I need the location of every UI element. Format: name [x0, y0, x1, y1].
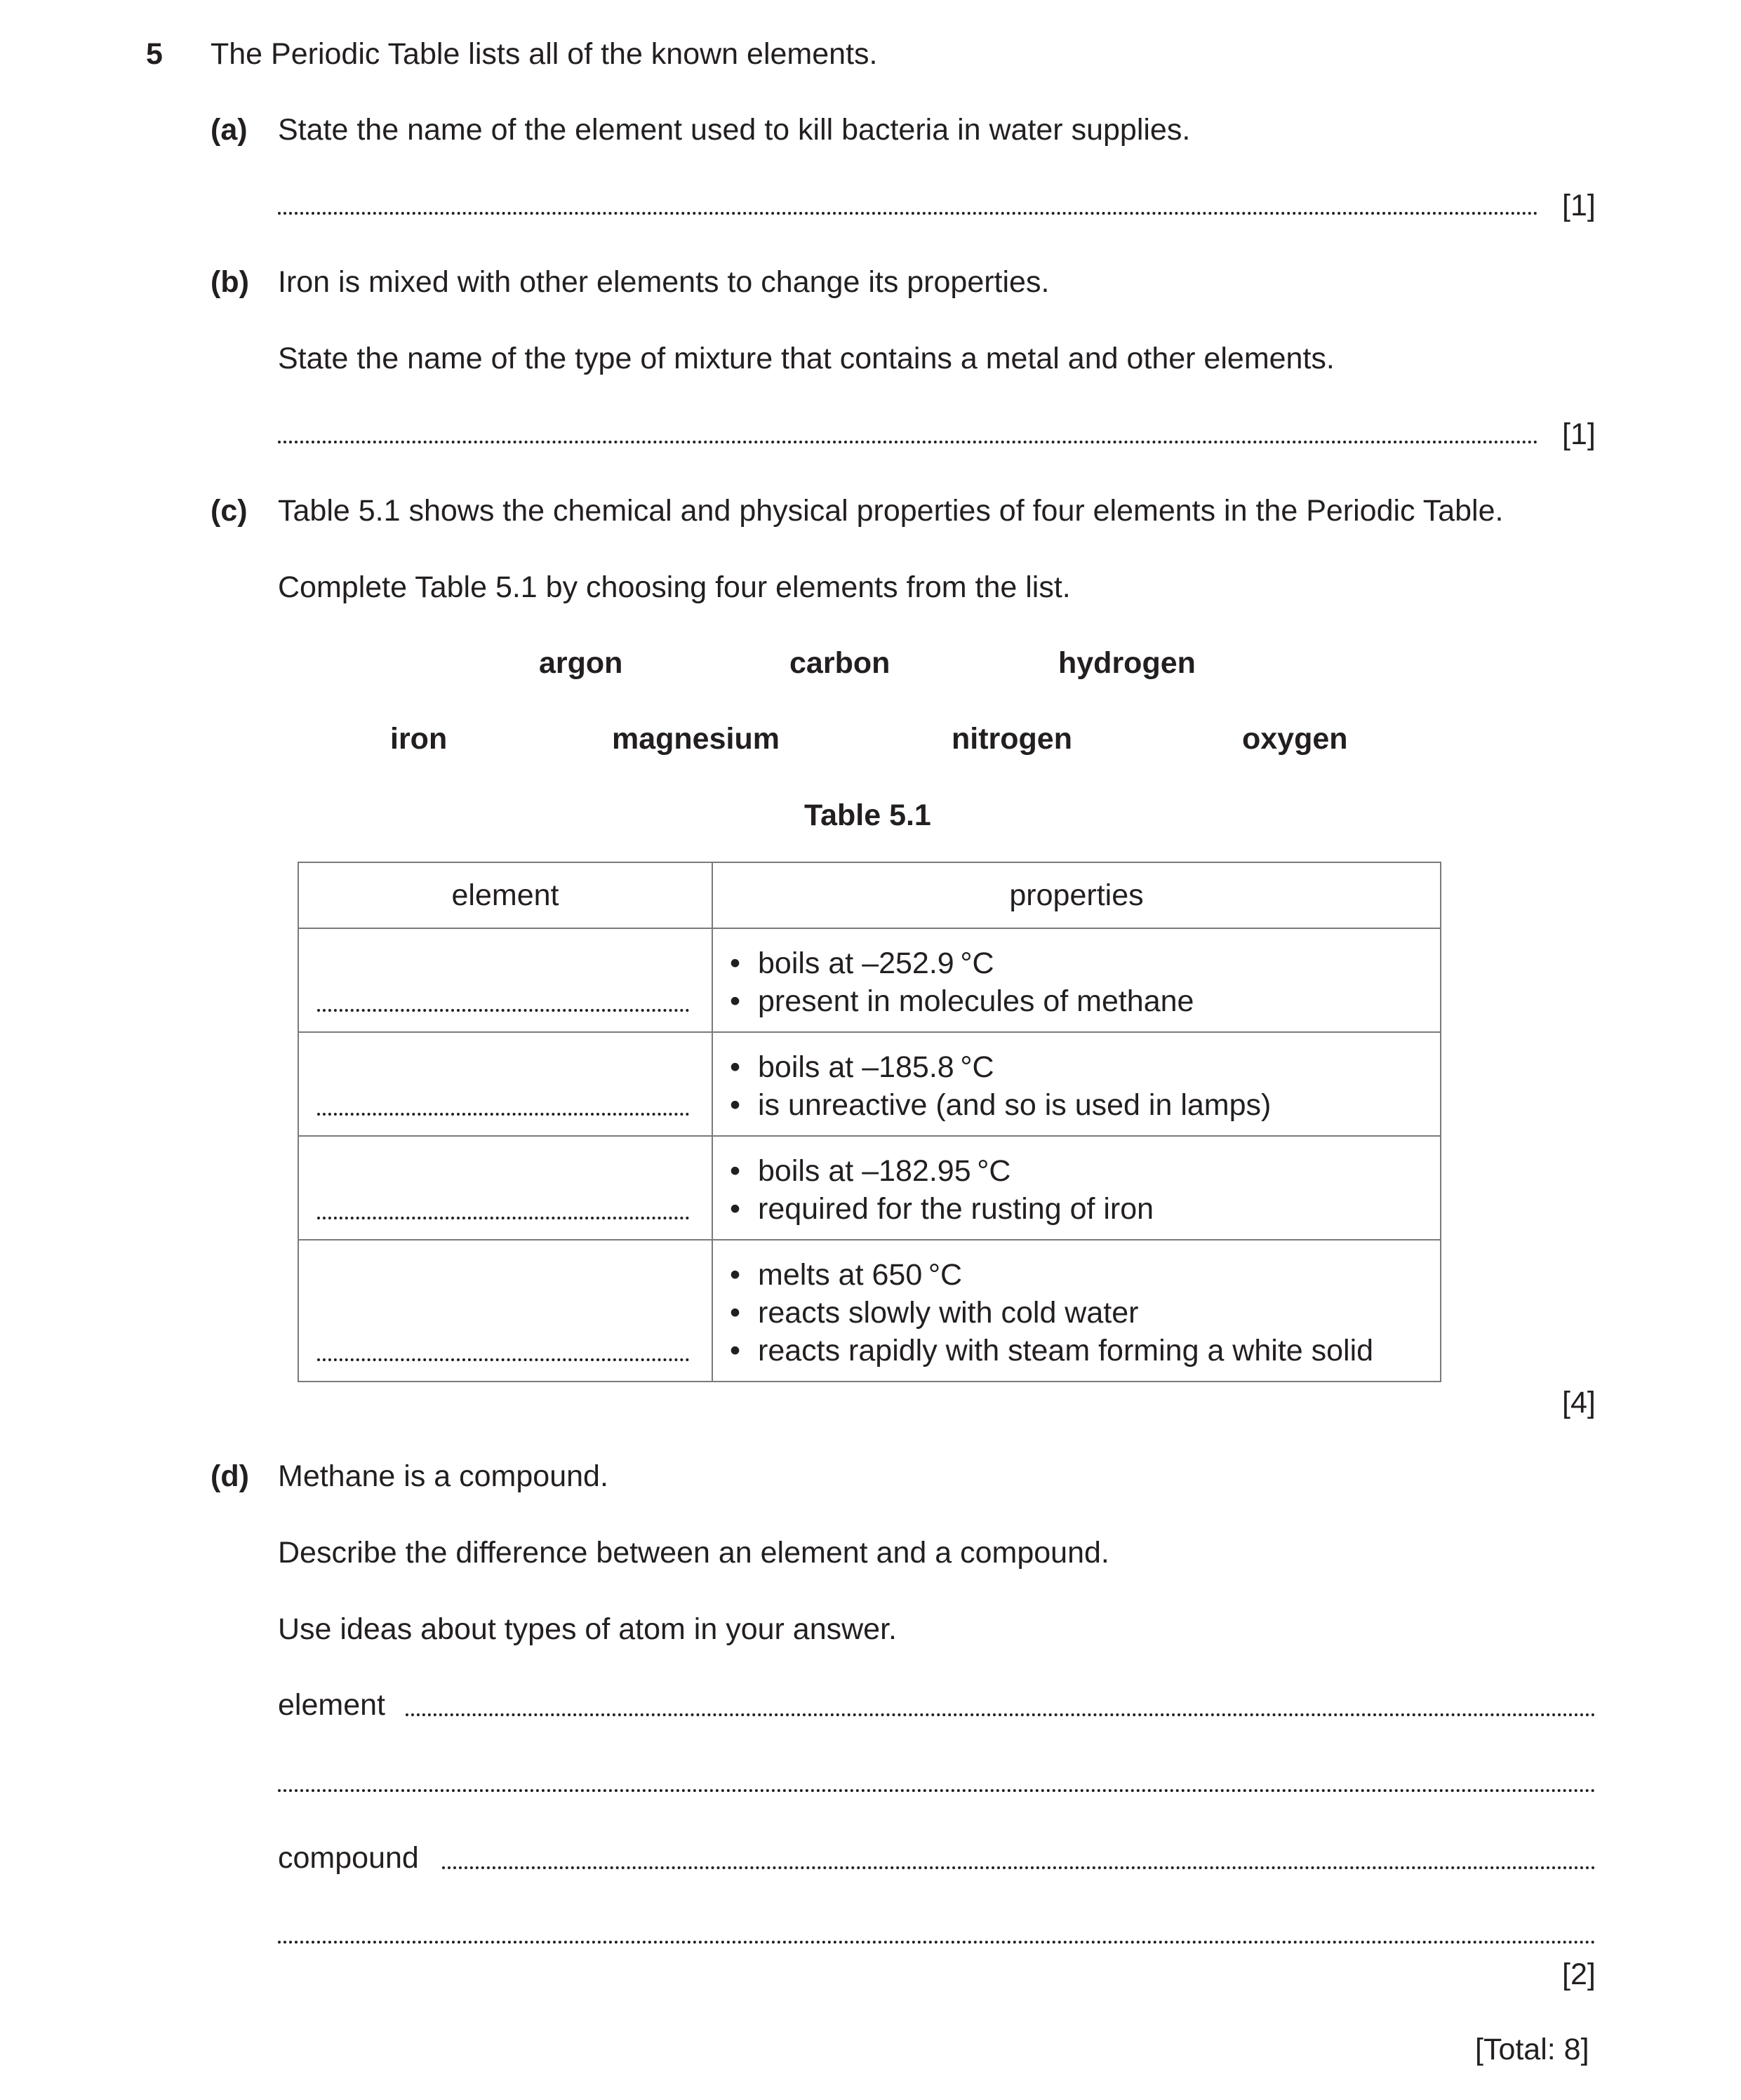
element-answer-line[interactable]	[317, 1113, 689, 1116]
element-answer-line[interactable]	[317, 1358, 689, 1361]
question-intro: The Periodic Table lists all of the known elements.	[211, 37, 878, 71]
element-answer-cell[interactable]	[298, 1136, 712, 1240]
part-d-label: (d)	[211, 1459, 249, 1493]
word-iron: iron	[390, 722, 448, 756]
table-title: Table 5.1	[804, 798, 931, 832]
part-b-text-2: State the name of the type of mixture that contains a metal and other elements.	[278, 342, 1335, 375]
part-a-text: State the name of the element used to kill bacteria in water supplies.	[278, 113, 1191, 147]
part-a-label: (a)	[211, 113, 248, 147]
table-row	[298, 1032, 1441, 1136]
compound-answer-line-1[interactable]	[442, 1866, 1596, 1869]
property-item: • boils at –252.9 °C	[730, 944, 1440, 982]
table-header-properties: properties	[712, 862, 1441, 928]
compound-answer-label: compound	[278, 1841, 419, 1875]
question-number: 5	[146, 37, 163, 71]
element-answer-line[interactable]	[317, 1009, 689, 1012]
word-oxygen: oxygen	[1242, 722, 1348, 756]
part-b-answer-line[interactable]	[278, 441, 1538, 443]
total-marks: [Total: 8]	[1475, 2033, 1589, 2066]
properties-cell	[712, 1136, 1441, 1240]
word-magnesium: magnesium	[612, 722, 780, 756]
word-argon: argon	[539, 646, 623, 680]
part-d-text-2: Describe the difference between an element and a compound.	[278, 1536, 1109, 1570]
property-item: • reacts rapidly with steam forming a white solid	[730, 1332, 1440, 1370]
element-answer-cell[interactable]	[298, 1032, 712, 1136]
property-item: • melts at 650 °C	[730, 1256, 1440, 1294]
property-item: • boils at –185.8 °C	[730, 1048, 1440, 1086]
property-item: • boils at –182.95 °C	[730, 1152, 1440, 1190]
part-b-label: (b)	[211, 265, 249, 299]
property-item: • is unreactive (and so is used in lamps)	[730, 1086, 1440, 1124]
part-c-label: (c)	[211, 494, 248, 528]
element-answer-line-2[interactable]	[278, 1789, 1596, 1792]
part-a-answer-line[interactable]	[278, 212, 1538, 215]
word-nitrogen: nitrogen	[952, 722, 1072, 756]
properties-cell	[712, 1240, 1441, 1382]
element-answer-line-1[interactable]	[406, 1713, 1596, 1716]
part-c-text-1: Table 5.1 shows the chemical and physical properties of four elements in the Periodic Table.	[278, 494, 1504, 528]
element-answer-cell[interactable]	[298, 928, 712, 1032]
element-answer-label: element	[278, 1688, 385, 1722]
property-item: • present in molecules of methane	[730, 982, 1440, 1020]
compound-answer-line-2[interactable]	[278, 1941, 1596, 1944]
properties-cell	[712, 928, 1441, 1032]
part-d-text-3: Use ideas about types of atom in your answer.	[278, 1612, 897, 1646]
properties-table	[298, 862, 1441, 1382]
part-c-marks: [4]	[1562, 1386, 1596, 1419]
word-carbon: carbon	[789, 646, 890, 680]
property-item: • required for the rusting of iron	[730, 1190, 1440, 1228]
table-header-row	[298, 862, 1441, 928]
part-b-text-1: Iron is mixed with other elements to change its properties.	[278, 265, 1050, 299]
element-answer-cell[interactable]	[298, 1240, 712, 1382]
element-answer-line[interactable]	[317, 1217, 689, 1219]
table-row	[298, 928, 1441, 1032]
part-b-marks: [1]	[1562, 417, 1596, 451]
table-row	[298, 1136, 1441, 1240]
properties-cell	[712, 1032, 1441, 1136]
part-d-marks: [2]	[1562, 1958, 1596, 1991]
part-a-marks: [1]	[1562, 189, 1596, 222]
part-d-text-1: Methane is a compound.	[278, 1459, 608, 1493]
property-item: • reacts slowly with cold water	[730, 1294, 1440, 1332]
word-hydrogen: hydrogen	[1058, 646, 1196, 680]
table-row	[298, 1240, 1441, 1382]
part-c-text-2: Complete Table 5.1 by choosing four elements from the list.	[278, 570, 1071, 604]
table-header-element: element	[298, 862, 712, 928]
